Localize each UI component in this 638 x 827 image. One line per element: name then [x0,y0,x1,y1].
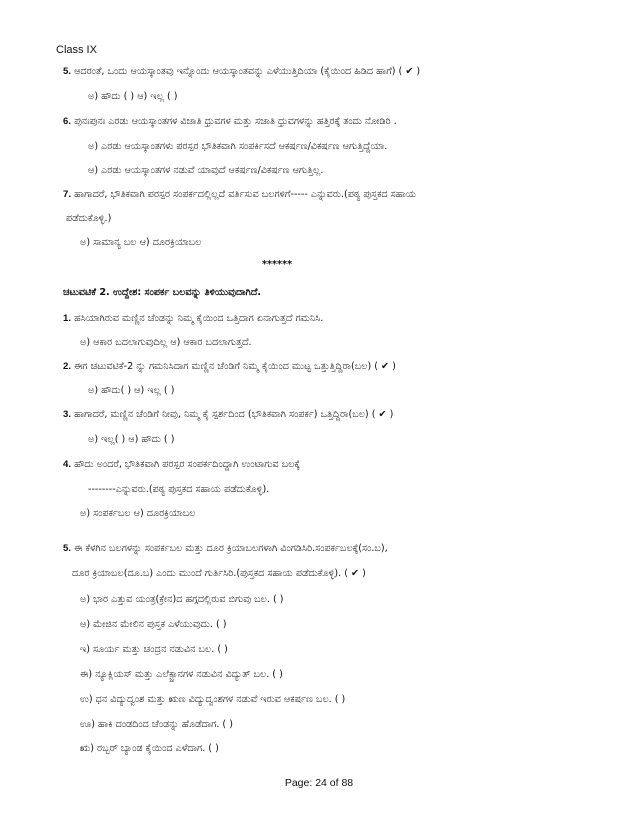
line-text: ಅ) ಹೌದು ( ) ಆ) ಇಲ್ಲ ( ) [88,91,178,102]
class-label: Class IX [56,44,97,56]
text-line [88,484,269,496]
item-number: 6. [63,116,72,127]
text-line [80,337,252,349]
line-text: ದೂರ ಕ್ರಿಯಾಬಲ(ದೂ.ಬ) ಎಂದು ಮುಂದೆ ಗುರ್ತಿಸಿರಿ.(ಪುಸ್ತಕದ ಸಹಾಯ ಪಡೆದುಕೊಳ್ಳಿ). ( ✔ ) [72,568,366,579]
line-text: ಹಾಗಾದರೆ, ಮಣ್ಣಿನ ಚೆಂಡಿಗೆ ನೀವು, ನಿಮ್ಮ ಕೈ ಸ್ಪರ್ಶದಿಂದ (ಭೌತಿಕವಾಗಿ ಸಂಪರ್ಕ) ಒತ್ತಿದ್ದಿರಾ(ಬಲ) ( ✔ ) [74,409,394,420]
text-line [63,459,300,471]
text-line [80,508,195,520]
line-text: ಆ) ಮೇಜಿನ ಮೇಲಿನ ಪುಸ್ತಕ ಎಳೆಯುವುದು. ( ) [80,619,227,630]
text-line [88,141,387,153]
line-text: ಅ) ಇಲ್ಲ( ) ಆ) ಹೌದು ( ) [88,434,175,445]
text-line [63,287,261,299]
line-text: ಅ) ಹೌದು( ) ಆ) ಇಲ್ಲ ( ) [88,385,175,396]
text-line [63,543,388,555]
text-line [72,568,366,580]
line-text: ಉ) ಧನ ವಿದ್ಯುದ್ವಂಶ ಮತ್ತು ಋಣ ವಿದ್ಯುದ್ವಂಶಗಳ ನಡುವೆ ಇರುವ ಆಕರ್ಷಣ ಬಲ. ( ) [80,694,346,705]
line-text: ಹಾಗಾದರೆ, ಭೌತಿಕವಾಗಿ ಪರಸ್ಪರ ಸಂಪರ್ಕದಲ್ಲಿಲ್ಲದೆ ವರ್ತಿಸುವ ಬಲಗಳಿಗೆ----- ಎನ್ನುವರು.(ಪಠ್ಯ ಪುಸ್ತಕದ ಸಹಾಯ [74,189,417,200]
text-line [80,719,233,731]
line-text: ಪುನಃಪುನಃ ಎರಡು ಆಯಸ್ಕಾಂತಗಳ ವಿಜಾತಿ ಧ್ರುವಗಳ ಮತ್ತು ಸಜಾತಿ ಧ್ರುವಗಳನ್ನು ಹತ್ತಿರಕ್ಕೆ ತಂದು ನೋಡಿರಿ . [74,116,397,127]
line-text: --------ಎನ್ನುವರು.(ಪಠ್ಯ ಪುಸ್ತಕದ ಸಹಾಯ ಪಡೆದುಕೊಳ್ಳಿ). [88,484,270,495]
text-line [88,165,323,177]
page-footer: Page: 24 of 88 [284,777,354,789]
text-line [80,694,345,706]
text-line [88,385,174,397]
text-line [63,313,323,325]
text-line [66,213,111,225]
text-line [80,644,228,656]
item-number: 7. [63,189,72,200]
item-number: 4. [63,459,72,470]
line-text: ಅ) ಸಂಪರ್ಕಬಲ ಆ) ದೂರಕ್ರಿಯಾಬಲ [80,508,196,519]
line-text: ಅ) ಭಾರ ಎತ್ತುವ ಯಂತ್ರ(ಕ್ರೇನ)ದ ಹಗ್ಗದಲ್ಲಿರುವ ಬಿಗುವು ಬಲ. ( ) [80,594,284,605]
item-number: 1. [63,313,72,324]
line-text: ಅ) ಸಾಮಾನ್ಯ ಬಲ ಆ) ದೂರಕ್ರಿಯಾಬಲ [80,237,202,248]
line-text: ಅ) ಆಕಾರ ಬದಲಾಗುವುದಿಲ್ಲ ಆ) ಆಕಾರ ಬದಲಾಗುತ್ತದೆ. [80,337,252,348]
line-text: ಈ) ನ್ಯೂಕ್ಲಿಯಸ್ ಮತ್ತು ಎಲೆಕ್ಟ್ರಾನಗಳ ನಡುವಿನ ವಿದ್ಯುತ್ ಬಲ. ( ) [80,669,283,680]
item-number: 5. [63,66,72,77]
line-text: ****** [262,259,293,270]
text-line [88,434,174,446]
line-text: ಆ) ಎರಡು ಆಯಸ್ಕಾಂತಗಳ ನಡುವೆ ಯಾವುದೆ ಆಕರ್ಷಣ/ವಿಕರ್ಷಣ ಆಗುತ್ತಿಲ್ಲ. [88,165,324,176]
text-line [80,237,201,249]
line-text: ಊ) ಹಾಕಿ ದಂಡದಿಂದ ಚೆಂಡನ್ನು ಹೊಡೆದಾಗ. ( ) [80,719,233,730]
text-line [80,594,284,606]
line-text: ಪಡೆದುಕೊಳ್ಳಿ.) [66,213,112,224]
text-line [63,409,393,421]
line-text: ಈ ಕೆಳಗಿನ ಬಲಗಳನ್ನು ಸಂಪರ್ಕಬಲ ಮತ್ತು ದೂರ ಕ್ರಿಯಾಬಲಗಳಾಗಿ ವಿಂಗಡಿಸಿರಿ.ಸಂಪರ್ಕಬಲಕ್ಕೆ(ಸಂ.ಬ), [74,543,388,554]
line-text: ಅ) ಎರಡು ಆಯಸ್ಕಾಂತಗಳು ಪರಸ್ಪರ ಭೌತಿಕವಾಗಿ ಸಂಪರ್ಕಿಸದೆ ಆಕರ್ಷಣ/ವಿಕರ್ಷಣ ಆಗುತ್ತಿದ್ದೆಯಾ. [88,141,388,152]
text-line [80,743,219,755]
line-text: ಹಸಿಯಾಗಿರುವ ಮಣ್ಣಿನ ಚೆಂಡನ್ನು ನಿಮ್ಮ ಕೈಯಿಂದ ಒತ್ತಿದಾಗ ಏನಾಗುತ್ತದೆ ಗಮನಿಸಿ. [74,313,324,324]
text-line [80,619,227,631]
text-line [63,116,397,128]
item-number: 5. [63,543,72,554]
line-text: ಹೌದು ಅಂದರೆ, ಭೌತಿಕವಾಗಿ ಪರಸ್ಪರ ಸಂಪರ್ಕದಿಂದ್ದಾಗಿ ಉಂಟಾಗುವ ಬಲಕ್ಕೆ [74,459,301,470]
item-number: 3. [63,409,72,420]
text-line [63,361,396,373]
line-text: ಋ) ರಬ್ಬರ್ ಬ್ಯಾಂಡ ಕೈಯಿಂದ ಎಳೆದಾಗ. ( ) [80,743,219,754]
item-number: 2. [63,361,72,372]
text-line [88,91,178,103]
text-line [63,66,420,78]
line-text: ಆದರಂತೆ, ಒಂದು ಆಯಸ್ಕಾಂತವು ಇನ್ನೊಂದು ಆಯಸ್ಕಾಂತವನ್ನು ಎಳೆಯುತ್ತಿದಿಯಾ (ಕೈಯಿಂದ ಹಿಡಿದ ಹಾಗೆ) ( ✔ ) [74,66,421,77]
text-line [63,189,416,201]
line-text: ಈಗ ಚಟುವಟಿಕೆ-2 ನ್ನು ಗಮನಿಸಿದಾಗ ಮಣ್ಣಿನ ಚೆಂಡಿಗೆ ನಿಮ್ಮ ಕೈಯಿಂದ ಮುಟ್ಟ ಒತ್ತುತ್ತಿದ್ದಿರಾ(ಬಲ) ( ✔ ) [74,361,396,372]
text-line [262,259,292,271]
text-line [80,669,283,681]
line-text: ಚಟುವಟಿಕೆ 2. ಉದ್ದೇಶ: ಸಂಪರ್ಕ ಬಲವನ್ನು ತಿಳಿಯುವುದಾಗಿದೆ. [63,287,262,298]
line-text: ಇ) ಸೂರ್ಯ ಮತ್ತು ಚಂದ್ರನ ನಡುವಿನ ಬಲ. ( ) [80,644,228,655]
